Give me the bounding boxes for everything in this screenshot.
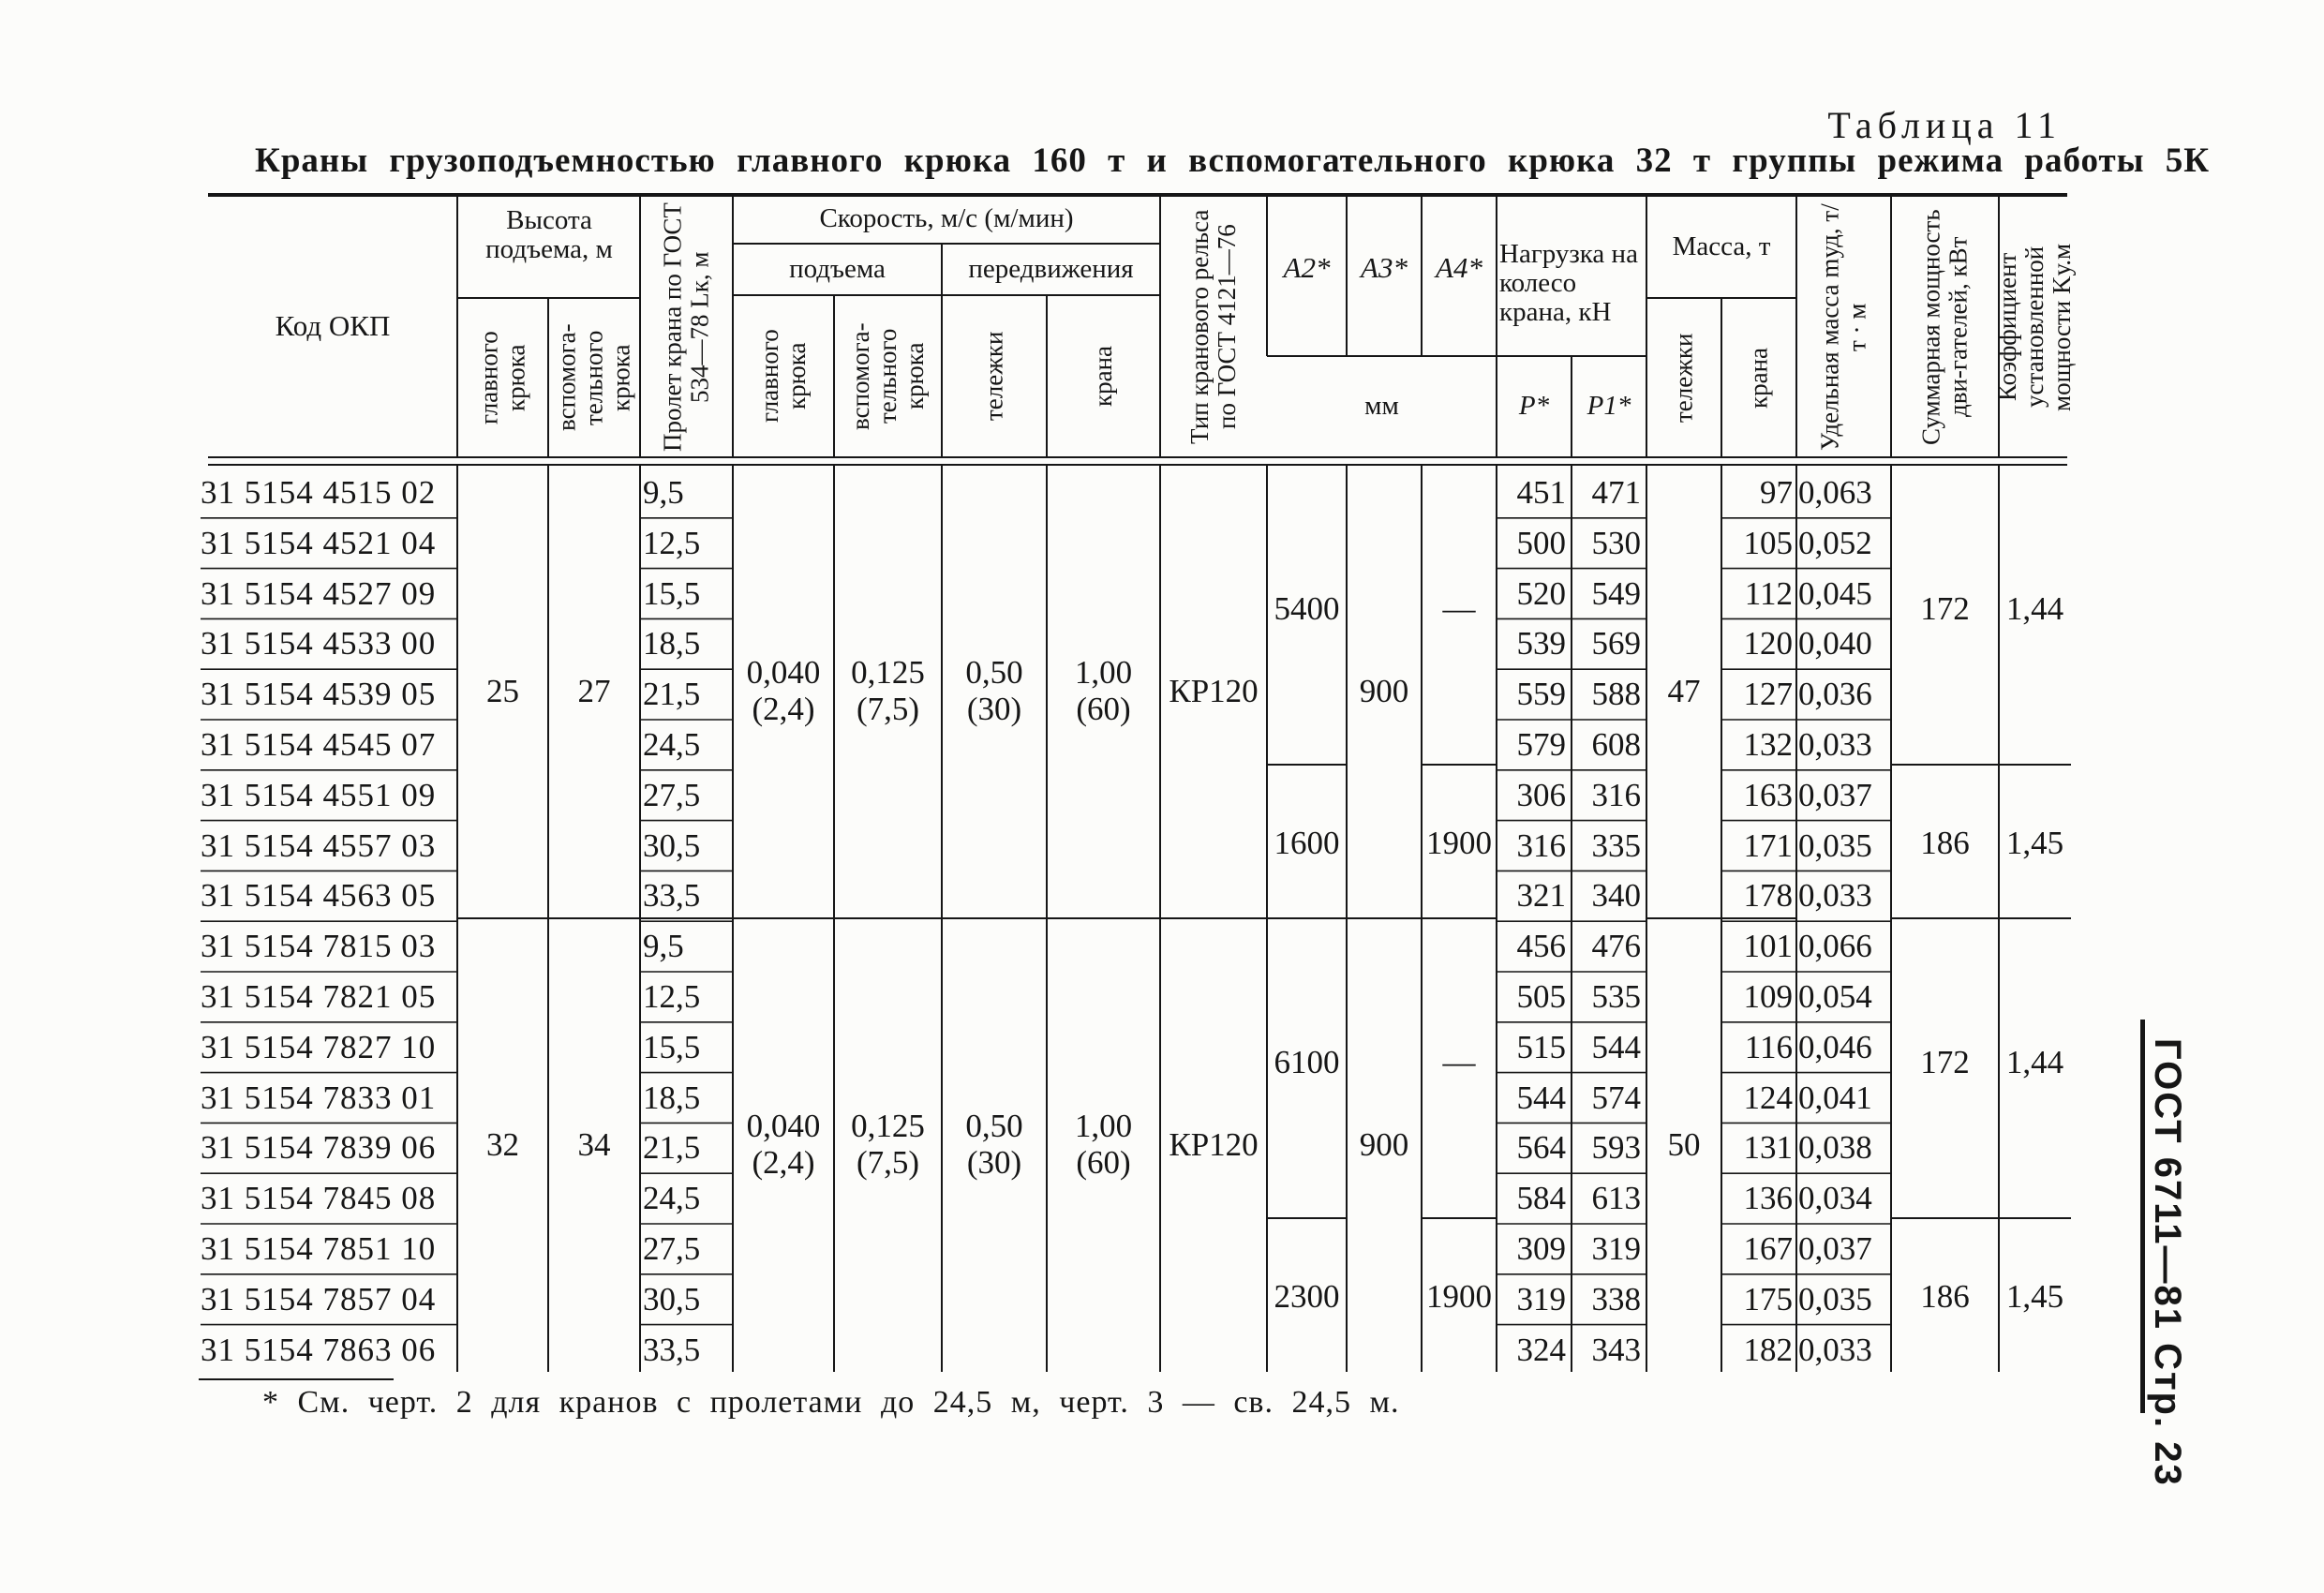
load-p1: 535 — [1591, 978, 1641, 1015]
power-short: 172 — [1920, 590, 1970, 627]
load-p1: 335 — [1591, 826, 1641, 864]
specific-mass: 0,040 — [1798, 625, 1872, 663]
col-header-power: Суммарная мощность дви-гателей, кВт — [1916, 209, 1973, 445]
load-p: 559 — [1516, 676, 1566, 713]
speed-trolley-min: (30) — [966, 691, 1022, 727]
load-p1: 476 — [1591, 928, 1641, 965]
load-p1: 343 — [1591, 1331, 1641, 1368]
a3-value: 900 — [1359, 1126, 1409, 1163]
specific-mass: 0,046 — [1798, 1028, 1872, 1065]
okp-code: 31 5154 7851 10 — [201, 1230, 437, 1267]
okp-code: 31 5154 7821 05 — [201, 978, 437, 1015]
speed-crane-value: 1,00 — [1074, 1108, 1133, 1144]
col-header-speed-trolley: тележки — [979, 331, 1008, 422]
span-value: 18,5 — [643, 625, 701, 663]
okp-code: 31 5154 4557 03 — [201, 826, 437, 864]
span-value: 15,5 — [643, 1028, 701, 1065]
mass-crane: 105 — [1743, 524, 1793, 561]
load-p1: 319 — [1591, 1230, 1641, 1267]
height-aux-value: 27 — [577, 673, 611, 709]
mass-crane: 112 — [1744, 574, 1793, 612]
col-header-speed-main: главного крюка — [755, 329, 811, 424]
specific-mass: 0,036 — [1798, 676, 1872, 713]
mass-crane: 124 — [1743, 1079, 1793, 1116]
span-value: 27,5 — [643, 1230, 701, 1267]
specific-mass: 0,037 — [1798, 1230, 1872, 1267]
speed-main-value: 0,040 — [746, 1108, 821, 1144]
col-header-speed-aux: вспомога-тельного крюка — [846, 322, 929, 430]
mass-crane: 101 — [1743, 928, 1793, 965]
mass-trolley: 47 — [1667, 673, 1701, 709]
span-value: 21,5 — [643, 1129, 701, 1167]
load-p: 564 — [1516, 1129, 1566, 1167]
span-value: 9,5 — [643, 474, 684, 511]
mass-crane: 167 — [1743, 1230, 1793, 1267]
span-value: 12,5 — [643, 978, 701, 1015]
load-p1: 608 — [1591, 726, 1641, 763]
mass-crane: 97 — [1760, 474, 1793, 511]
coef-long: 1,45 — [2005, 825, 2064, 861]
load-p1: 338 — [1591, 1280, 1641, 1318]
speed-main-min: (2,4) — [752, 691, 815, 727]
speed-crane-value: 1,00 — [1074, 654, 1133, 691]
col-header-speed: Скорость, м/с (м/мин) — [819, 203, 1074, 233]
speed-main-min: (2,4) — [752, 1144, 815, 1181]
okp-code: 31 5154 7857 04 — [201, 1280, 437, 1318]
specific-mass: 0,052 — [1798, 524, 1872, 561]
span-value: 30,5 — [643, 826, 701, 864]
mass-trolley: 50 — [1667, 1126, 1701, 1163]
mass-crane: 182 — [1743, 1331, 1793, 1368]
load-p1: 544 — [1591, 1028, 1641, 1065]
load-p1: 316 — [1591, 776, 1641, 813]
col-header-a2: A2* — [1283, 251, 1331, 284]
col-header-mm: мм — [1364, 391, 1399, 421]
load-p: 456 — [1516, 928, 1566, 965]
col-header-span: Пролет крана по ГОСТ 534—78 Lк, м — [658, 202, 714, 452]
load-p1: 530 — [1591, 524, 1641, 561]
a4-short: — — [1442, 1044, 1476, 1080]
col-header-mass: Масса, т — [1672, 231, 1771, 261]
speed-trolley-value: 0,50 — [965, 1108, 1023, 1144]
mass-crane: 163 — [1743, 776, 1793, 813]
mass-crane: 120 — [1743, 625, 1793, 663]
speed-trolley-value: 0,50 — [965, 654, 1023, 691]
load-p: 544 — [1516, 1079, 1566, 1116]
load-p1: 549 — [1591, 574, 1641, 612]
load-p1: 593 — [1591, 1129, 1641, 1167]
coef-long: 1,45 — [2005, 1278, 2064, 1315]
okp-code: 31 5154 7845 08 — [201, 1180, 437, 1217]
specific-mass: 0,038 — [1798, 1129, 1872, 1167]
specific-mass: 0,054 — [1798, 978, 1872, 1015]
col-header-speed-crane: крана — [1089, 345, 1117, 408]
a2-long: 2300 — [1274, 1278, 1340, 1315]
okp-code: 31 5154 7827 10 — [201, 1028, 437, 1065]
span-value: 24,5 — [643, 726, 701, 763]
a2-short: 6100 — [1274, 1044, 1340, 1080]
span-value: 30,5 — [643, 1280, 701, 1318]
col-header-p: P* — [1518, 391, 1550, 421]
specific-mass: 0,033 — [1798, 877, 1872, 915]
col-header-mass-crane: крана — [1744, 347, 1773, 409]
speed-aux-min: (7,5) — [856, 1144, 920, 1181]
power-short: 172 — [1920, 1044, 1970, 1080]
span-value: 12,5 — [643, 524, 701, 561]
load-p: 579 — [1516, 726, 1566, 763]
span-value: 33,5 — [643, 877, 701, 915]
specific-mass: 0,034 — [1798, 1180, 1872, 1217]
load-p: 505 — [1516, 978, 1566, 1015]
col-header-height: Высота подъема, м — [485, 205, 613, 264]
col-header-height-aux: вспомога-тельного крюка — [552, 323, 635, 432]
col-header-a4: A4* — [1436, 251, 1482, 284]
mass-crane: 171 — [1743, 826, 1793, 864]
span-value: 15,5 — [643, 574, 701, 612]
speed-trolley-min: (30) — [966, 1144, 1022, 1181]
a3-value: 900 — [1359, 673, 1409, 709]
height-aux-value: 34 — [577, 1126, 611, 1163]
mass-crane: 131 — [1743, 1129, 1793, 1167]
col-header-a3: A3* — [1361, 251, 1408, 284]
height-main-value: 32 — [486, 1126, 519, 1163]
okp-code: 31 5154 4521 04 — [201, 524, 437, 561]
col-header-height-main: главного крюка — [474, 331, 530, 424]
span-value: 18,5 — [643, 1079, 701, 1116]
power-long: 186 — [1920, 825, 1970, 861]
mass-crane: 178 — [1743, 877, 1793, 915]
okp-code: 31 5154 4551 09 — [201, 776, 437, 813]
side-rule — [2140, 1020, 2145, 1413]
span-value: 21,5 — [643, 676, 701, 713]
speed-aux-value: 0,125 — [851, 1108, 925, 1144]
footnote: * См. черт. 2 для кранов с пролетами до 24,5 м, черт. 3 — св. 24,5 м. — [262, 1385, 1400, 1420]
okp-code: 31 5154 4563 05 — [201, 877, 437, 915]
span-value: 33,5 — [643, 1331, 701, 1368]
mass-crane: 127 — [1743, 676, 1793, 713]
load-p: 520 — [1516, 574, 1566, 612]
load-p: 319 — [1516, 1280, 1566, 1318]
height-main-value: 25 — [486, 673, 519, 709]
mass-crane: 175 — [1743, 1280, 1793, 1318]
okp-code: 31 5154 7815 03 — [201, 928, 437, 965]
a2-long: 1600 — [1274, 825, 1340, 861]
load-p1: 588 — [1591, 676, 1641, 713]
span-value: 9,5 — [643, 928, 684, 965]
specific-mass: 0,035 — [1798, 1280, 1872, 1318]
load-p: 324 — [1516, 1331, 1566, 1368]
okp-code: 31 5154 4533 00 — [201, 625, 437, 663]
specific-mass: 0,037 — [1798, 776, 1872, 813]
load-p: 515 — [1516, 1028, 1566, 1065]
coef-short: 1,44 — [2005, 590, 2064, 627]
specific-mass: 0,066 — [1798, 928, 1872, 965]
specific-mass: 0,033 — [1798, 726, 1872, 763]
side-page-label: ГОСТ 6711—81 Стр. 23 — [2147, 1038, 2188, 1487]
load-p: 500 — [1516, 524, 1566, 561]
okp-code: 31 5154 7839 06 — [201, 1129, 437, 1167]
speed-aux-value: 0,125 — [851, 654, 925, 691]
okp-code: 31 5154 4527 09 — [201, 574, 437, 612]
col-header-code: Код ОКП — [275, 309, 391, 342]
col-header-p1: P1* — [1587, 391, 1631, 421]
table-number: Таблица 11 — [1827, 104, 2062, 146]
load-p: 309 — [1516, 1230, 1566, 1267]
load-p1: 340 — [1591, 877, 1641, 915]
a4-short: — — [1442, 590, 1476, 627]
okp-code: 31 5154 7833 01 — [201, 1079, 437, 1116]
mass-crane: 136 — [1743, 1180, 1793, 1217]
specific-mass: 0,041 — [1798, 1079, 1872, 1116]
col-header-coef: Коэффициент установленной мощности Kу.м — [1993, 243, 2076, 411]
load-p: 451 — [1516, 474, 1566, 511]
load-p: 321 — [1516, 877, 1566, 915]
okp-code: 31 5154 4539 05 — [201, 676, 437, 713]
span-value: 27,5 — [643, 776, 701, 813]
okp-code: 31 5154 4515 02 — [201, 474, 437, 511]
col-header-specific-mass: Удельная масса mуд, т/т · м — [1815, 203, 1871, 451]
specific-mass: 0,035 — [1798, 826, 1872, 864]
load-p1: 613 — [1591, 1180, 1641, 1217]
col-header-rail: Тип кранового рельса по ГОСТ 4121—76 — [1185, 209, 1241, 445]
mass-crane: 109 — [1743, 978, 1793, 1015]
col-header-mass-trolley: тележки — [1669, 333, 1698, 423]
okp-code: 31 5154 7863 06 — [201, 1331, 437, 1368]
rail-type: КР120 — [1169, 1126, 1259, 1163]
load-p: 306 — [1516, 776, 1566, 813]
col-header-lift: подъема — [789, 254, 886, 284]
speed-crane-min: (60) — [1076, 691, 1131, 727]
a2-short: 5400 — [1274, 590, 1340, 627]
speed-crane-min: (60) — [1076, 1144, 1131, 1181]
speed-aux-min: (7,5) — [856, 691, 920, 727]
specific-mass: 0,063 — [1798, 474, 1872, 511]
span-value: 24,5 — [643, 1180, 701, 1217]
load-p: 584 — [1516, 1180, 1566, 1217]
load-p1: 471 — [1591, 474, 1641, 511]
a4-long: 1900 — [1426, 825, 1492, 861]
col-header-move: передвижения — [968, 254, 1134, 284]
mass-crane: 132 — [1743, 726, 1793, 763]
speed-main-value: 0,040 — [746, 654, 821, 691]
a4-long: 1900 — [1426, 1278, 1492, 1315]
load-p1: 574 — [1591, 1079, 1641, 1116]
okp-code: 31 5154 4545 07 — [201, 726, 437, 763]
rail-type: КР120 — [1169, 673, 1259, 709]
load-p1: 569 — [1591, 625, 1641, 663]
specific-mass: 0,033 — [1798, 1331, 1872, 1368]
power-long: 186 — [1920, 1278, 1970, 1315]
mass-crane: 116 — [1744, 1028, 1793, 1065]
col-header-load: Нагрузка на колесо крана, кН — [1499, 239, 1638, 327]
specific-mass: 0,045 — [1798, 574, 1872, 612]
load-p: 539 — [1516, 625, 1566, 663]
table-title: Краны грузоподъемностью главного крюка 160 т и вспомогательного крюка 32 т группы режима работы 5К — [255, 141, 2211, 180]
coef-short: 1,44 — [2005, 1044, 2064, 1080]
load-p: 316 — [1516, 826, 1566, 864]
